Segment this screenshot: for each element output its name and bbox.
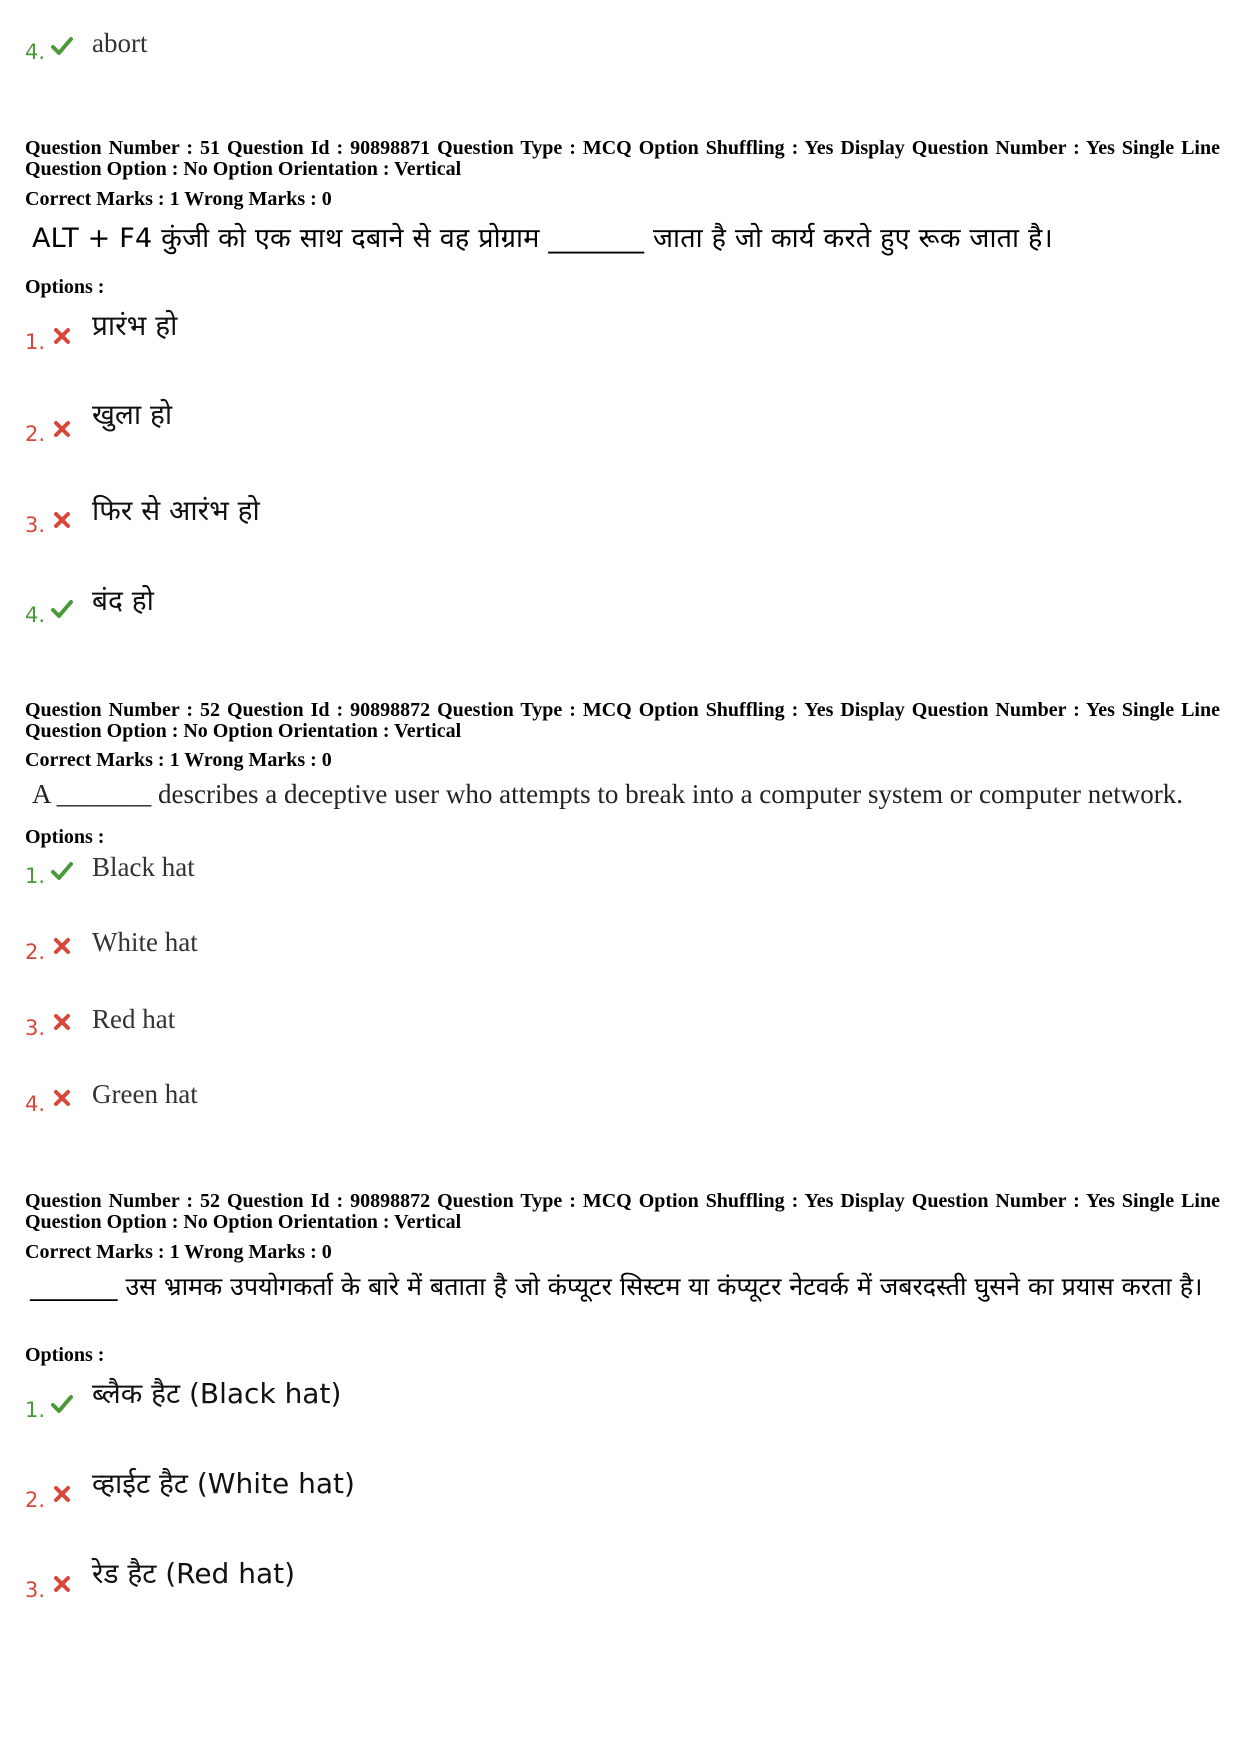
option-number: 1. <box>25 864 46 888</box>
check-icon <box>51 35 73 57</box>
question-meta: Question Number : 52 Question Id : 90898872 Question Type : MCQ Option Shuffling : Yes Display Question Number : Yes Single Line Question Option : No Option Orientation : Vertical <box>25 699 1220 742</box>
option-text: खुला हो <box>92 398 173 431</box>
question-marks: Correct Marks : 1 Wrong Marks : 0 <box>25 188 332 210</box>
option-number: 2. <box>25 422 46 446</box>
option-number: 3. <box>25 1016 46 1040</box>
options-label: Options : <box>25 1344 105 1366</box>
cross-icon <box>51 1087 73 1109</box>
option-number: 1. <box>25 330 46 354</box>
check-icon <box>51 860 73 882</box>
option-text: White hat <box>92 927 198 957</box>
cross-icon <box>51 509 73 531</box>
question-stem: A _______ describes a deceptive user who attempts to break into a computer system or computer network. <box>32 779 1183 809</box>
option-text: Black hat <box>92 852 195 882</box>
options-label: Options : <box>25 276 105 298</box>
cross-icon <box>51 1483 73 1505</box>
option-number: 2. <box>25 940 46 964</box>
option-text: Red hat <box>92 1004 176 1034</box>
options-label: Options : <box>25 826 105 848</box>
option-text: फिर से आरंभ हो <box>92 494 260 527</box>
option-number: 3. <box>25 513 46 537</box>
cross-icon <box>51 1011 73 1033</box>
option-number: 1. <box>25 1398 46 1422</box>
check-icon <box>51 598 73 620</box>
option-text: Green hat <box>92 1079 198 1109</box>
option-text: ब्लैक हैट (Black hat) <box>92 1377 342 1410</box>
option-number: 4. <box>25 1092 46 1116</box>
option-number: 4. <box>25 40 46 64</box>
option-number: 3. <box>25 1578 46 1602</box>
option-text: रेड हैट (Red hat) <box>92 1557 296 1590</box>
option-text: प्रारंभ हो <box>92 309 178 342</box>
question-stem: _______ उस भ्रामक उपयोगकर्ता के बारे में बताता है जो कंप्यूटर सिस्टम या कंप्यूटर नेटवर्क में जबरदस्ती घुसने का प्रयास करता है। <box>30 1272 1203 1301</box>
cross-icon <box>51 418 73 440</box>
cross-icon <box>51 1573 73 1595</box>
question-marks: Correct Marks : 1 Wrong Marks : 0 <box>25 1241 332 1263</box>
check-icon <box>51 1393 73 1415</box>
option-number: 4. <box>25 603 46 627</box>
question-marks: Correct Marks : 1 Wrong Marks : 0 <box>25 749 332 771</box>
option-text: बंद हो <box>92 584 154 617</box>
cross-icon <box>51 325 73 347</box>
cross-icon <box>51 935 73 957</box>
question-meta: Question Number : 51 Question Id : 90898871 Question Type : MCQ Option Shuffling : Yes Display Question Number : Yes Single Line Question Option : No Option Orientation : Vertical <box>25 137 1220 180</box>
option-number: 2. <box>25 1488 46 1512</box>
option-text: व्हाईट हैट (White hat) <box>92 1467 355 1500</box>
question-meta: Question Number : 52 Question Id : 90898872 Question Type : MCQ Option Shuffling : Yes Display Question Number : Yes Single Line Question Option : No Option Orientation : Vertical <box>25 1190 1220 1233</box>
question-stem: ALT + F4 कुंजी को एक साथ दबाने से वह प्रोग्राम _______ जाता है जो कार्य करते हुए रूक जाता है। <box>32 223 1053 254</box>
option-text: abort <box>92 28 148 58</box>
